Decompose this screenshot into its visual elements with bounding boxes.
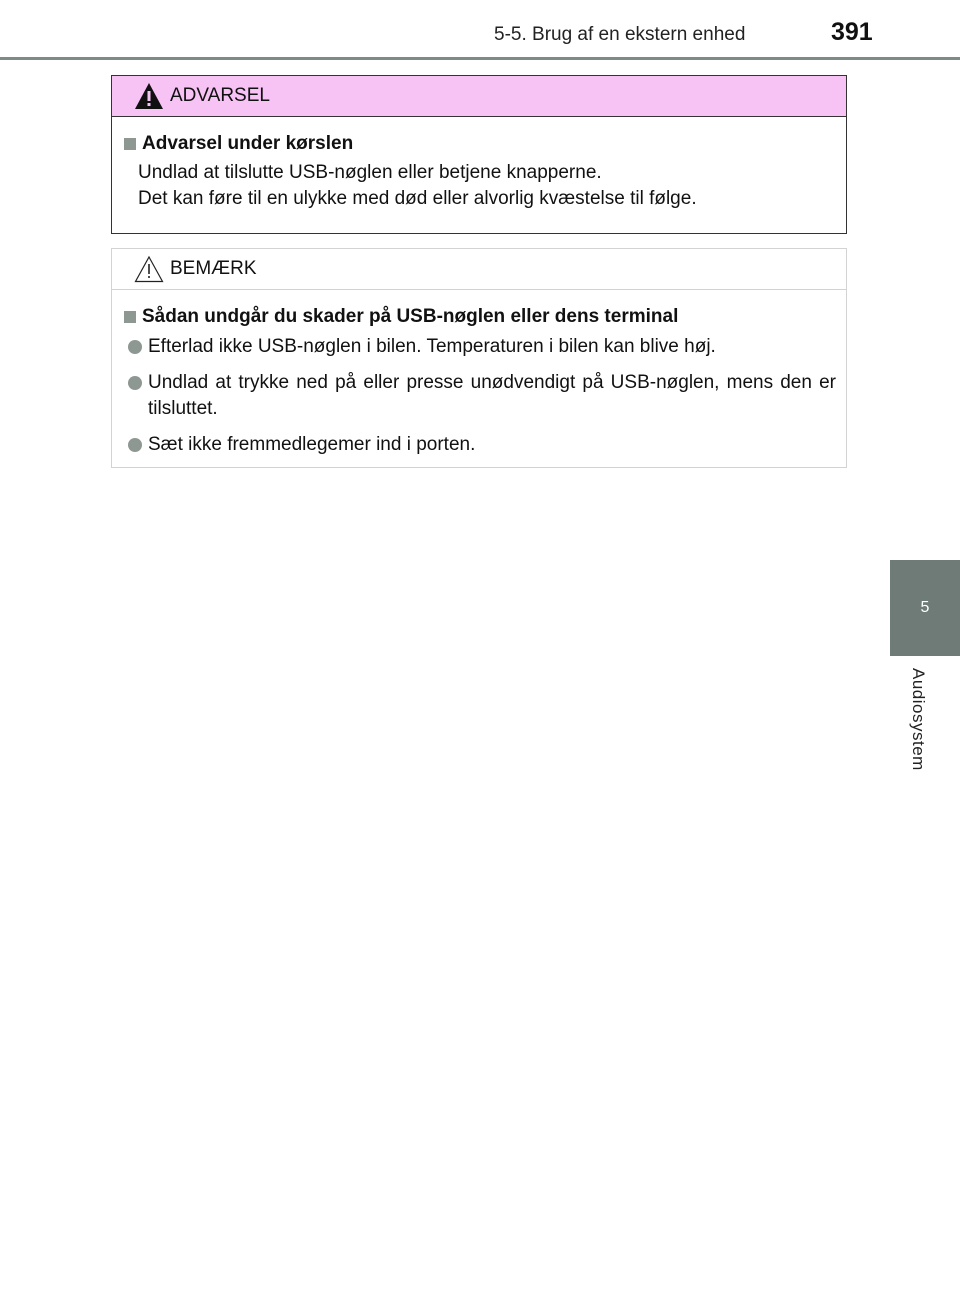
list-item-text: Sæt ikke fremmedlegemer ind i porten. xyxy=(148,434,476,455)
square-bullet-icon xyxy=(124,311,136,323)
list-item xyxy=(124,432,836,458)
chapter-number: 5 xyxy=(920,599,930,616)
warning-line: Det kan føre til en ulykke med død eller alvorlig kvæstelse til følge. xyxy=(138,188,697,209)
warning-heading xyxy=(124,133,836,155)
notice-box xyxy=(111,248,847,468)
header-divider xyxy=(0,57,960,60)
warning-triangle-icon xyxy=(134,82,164,110)
section-title: 5-5. Brug af en ekstern enhed xyxy=(494,24,746,45)
warning-text xyxy=(124,160,836,212)
square-bullet-icon xyxy=(124,138,136,150)
notice-heading xyxy=(124,306,836,328)
list-item xyxy=(124,334,836,360)
list-item-text: Undlad at trykke ned på eller presse unødvendigt på USB-nøglen, mens den er tilsluttet. xyxy=(148,372,836,419)
chapter-label: Audiosystem xyxy=(909,668,928,771)
chapter-tab xyxy=(890,560,960,656)
warning-heading-text: Advarsel under kørslen xyxy=(142,133,354,154)
list-item xyxy=(124,370,836,422)
page-number: 391 xyxy=(831,18,873,46)
warning-body xyxy=(112,117,846,212)
circle-bullet-icon xyxy=(128,376,142,390)
warning-line: Undlad at tilslutte USB-nøglen eller betjene knapperne. xyxy=(138,162,602,183)
caution-triangle-outline-icon xyxy=(134,255,164,283)
circle-bullet-icon xyxy=(128,340,142,354)
notice-label: BEMÆRK xyxy=(170,258,257,279)
list-item-text: Efterlad ikke USB-nøglen i bilen. Temperaturen i bilen kan blive høj. xyxy=(148,336,716,357)
warning-header xyxy=(112,76,846,117)
warning-box xyxy=(111,75,847,234)
notice-header xyxy=(112,249,846,290)
circle-bullet-icon xyxy=(128,438,142,452)
notice-body xyxy=(112,290,846,458)
notice-heading-text: Sådan undgår du skader på USB-nøglen eller dens terminal xyxy=(142,306,679,327)
warning-label: ADVARSEL xyxy=(170,85,270,106)
